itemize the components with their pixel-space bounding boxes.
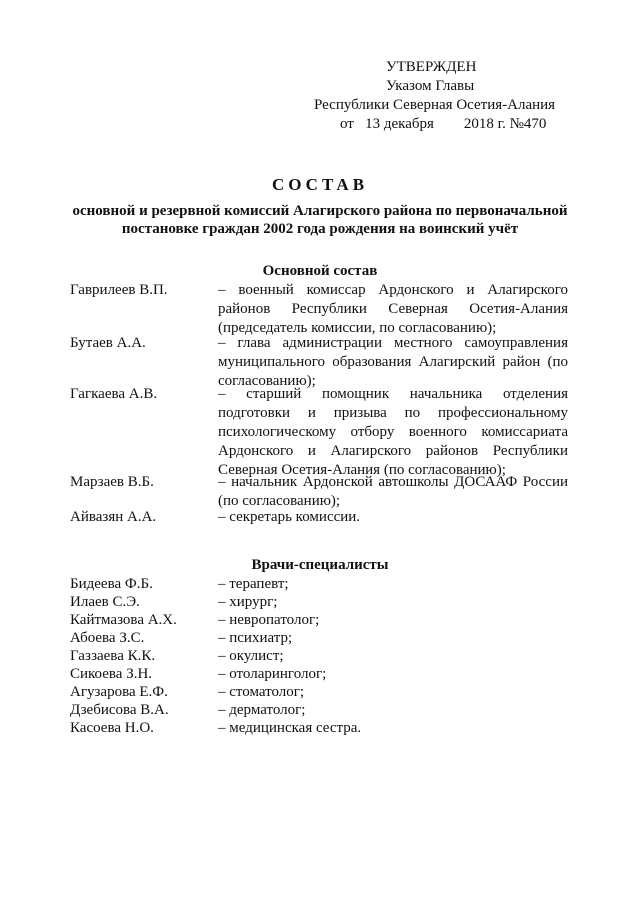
document-title-block: [60, 174, 580, 238]
doctor-name: Сикоева З.Н.: [70, 666, 153, 682]
list-item: [70, 701, 470, 719]
doctor-name: Кайтмазова А.Х.: [70, 612, 177, 628]
doctor-specialty: – хирург;: [218, 594, 278, 610]
list-item: [70, 665, 470, 683]
approval-block: [300, 58, 560, 134]
doctor-name: Касоева Н.О.: [70, 720, 154, 736]
approval-decree: Указом Главы: [386, 78, 475, 94]
member-role: – начальник Ардонской автошколы ДОСААФ России (по согласованию);: [218, 474, 568, 509]
doctor-name: Газзаева К.К.: [70, 648, 156, 664]
list-item: [70, 629, 470, 647]
approval-date: от 13 декабря 2018 г. №470: [340, 116, 547, 132]
member-name: Гагкаева А.В.: [70, 386, 158, 402]
main-section-heading: Основной состав: [262, 263, 378, 279]
approval-republic: Республики Северная Осетия-Алания: [314, 97, 556, 113]
member-role: – секретарь комиссии.: [218, 509, 361, 525]
doctor-specialty: – отоларинголог;: [218, 666, 327, 682]
list-item: [70, 593, 470, 611]
doctors-list: [70, 575, 470, 737]
list-item: [70, 647, 470, 665]
member-name: Марзаев В.Б.: [70, 474, 154, 490]
doctor-specialty: – невропатолог;: [218, 612, 320, 628]
list-item: [70, 719, 470, 737]
doctor-specialty: – окулист;: [218, 648, 284, 664]
doctor-specialty: – терапевт;: [218, 576, 289, 592]
doctors-section-heading: Врачи-специалисты: [251, 557, 389, 573]
approval-heading: УТВЕРЖДЕН: [386, 59, 477, 75]
doctor-specialty: – психиатр;: [218, 630, 293, 646]
list-item: [70, 575, 470, 593]
member-name: Бутаев А.А.: [70, 335, 146, 351]
document-subtitle: основной и резервной комиссий Алагирского района по первоначальной постановке граждан 2002 года рождения на воинский учёт: [72, 203, 568, 237]
member-role: – глава администрации местного самоуправления муниципального образования Алагирский район (по согласованию);: [218, 335, 568, 389]
doctor-specialty: – дерматолог;: [218, 702, 306, 718]
member-role: – старший помощник начальника отделения подготовки и призыва по профессиональному психологическому отбору военного комиссариата Ардонского и Алагирского районов Республики Северная Осетия-Алания (по согласованию);: [218, 386, 568, 478]
doctor-name: Бидеева Ф.Б.: [70, 576, 153, 592]
member-name: Гаврилеев В.П.: [70, 282, 168, 298]
list-item: [70, 683, 470, 701]
document-title: СОСТАВ: [271, 175, 369, 194]
member-name: Айвазян А.А.: [70, 509, 157, 525]
doctor-name: Дзебисова В.А.: [70, 702, 169, 718]
doctor-specialty: – медицинская сестра.: [218, 720, 362, 736]
member-role: – военный комиссар Ардонского и Алагирского районов Республики Северная Осетия-Алания (председатель комиссии, по согласованию);: [218, 282, 568, 336]
doctor-name: Агузарова Е.Ф.: [70, 684, 168, 700]
list-item: [70, 611, 470, 629]
doctor-name: Абоева З.С.: [70, 630, 145, 646]
doctor-specialty: – стоматолог;: [218, 684, 305, 700]
doctor-name: Илаев С.Э.: [70, 594, 140, 610]
